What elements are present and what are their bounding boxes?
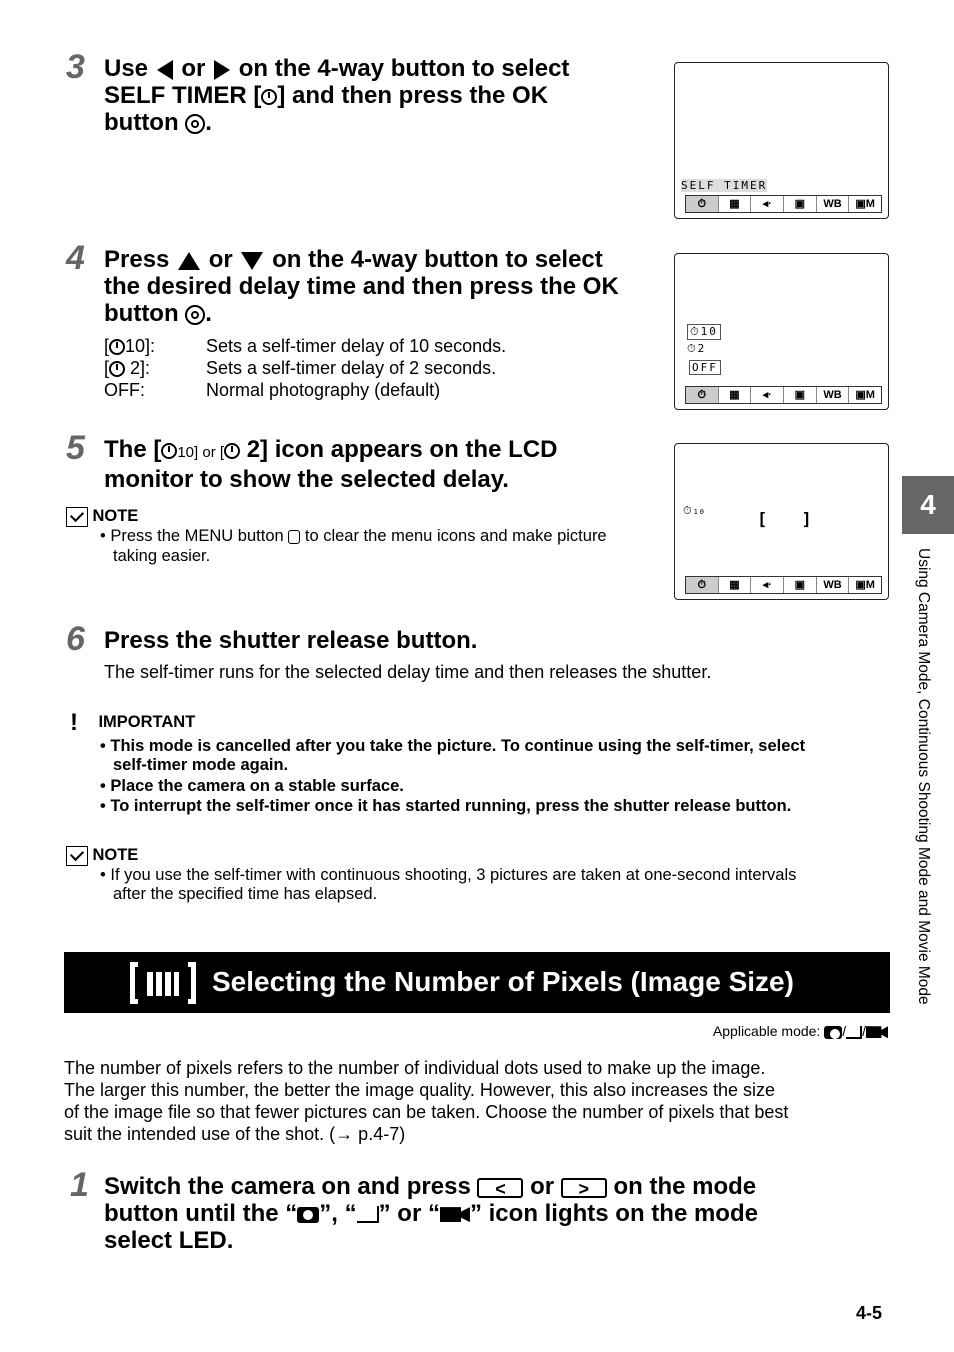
lcd-menu-bar xyxy=(685,576,882,594)
continuous-shooting-icon xyxy=(357,1206,379,1223)
chapter-side-text: Using Camera Mode, Continuous Shooting Mode and Movie Mode xyxy=(915,548,932,1005)
self-timer-icon xyxy=(261,89,277,105)
left-arrow-icon xyxy=(157,60,173,80)
lcd-bar-item: ⏱ xyxy=(686,577,718,593)
movie-icon xyxy=(866,1026,888,1038)
step-3-number: 3 xyxy=(66,48,85,86)
step-1-number: 1 xyxy=(70,1166,89,1204)
lcd-bar-item: WB xyxy=(816,196,849,212)
self-timer-icon xyxy=(109,361,125,377)
step-6-body: The self-timer runs for the selected delay time and then releases the shutter. xyxy=(104,662,712,682)
self-timer-icon xyxy=(161,443,177,459)
important-item: • To interrupt the self-timer once it has started running, press the shutter release button. xyxy=(100,797,792,815)
intro-line: The number of pixels refers to the number of individual dots used to make up the image. xyxy=(64,1058,766,1078)
note-1 xyxy=(66,507,666,527)
down-arrow-icon xyxy=(241,252,263,270)
chapter-tab: 4 xyxy=(902,476,954,534)
step-3-heading: Use or on the 4-way button to select SELF TIMER [ ] and then press the OK button . xyxy=(104,55,570,136)
lcd-bar-item: ◂· xyxy=(750,387,783,403)
ok-button-icon xyxy=(185,114,205,134)
important-item: • This mode is cancelled after you take the picture. To continue using the self-timer, select xyxy=(100,737,806,755)
movie-icon xyxy=(440,1207,470,1222)
lcd-bar-item: ⏱ xyxy=(686,196,718,212)
image-size-icon xyxy=(130,962,196,1004)
important-item: self-timer mode again. xyxy=(113,756,289,774)
note-icon xyxy=(66,846,88,866)
step-5-heading: The [ 10] or [ 2] icon appears on the LCD monitor to show the selected delay. xyxy=(104,436,558,493)
exclamation-icon: ! xyxy=(70,709,78,736)
intro-line: suit the intended use of the shot. (→ p.4-7) xyxy=(64,1124,406,1144)
step-4-options xyxy=(104,335,664,401)
continuous-shooting-icon xyxy=(846,1026,862,1039)
menu-button-icon xyxy=(288,530,300,544)
section-title: Selecting the Number of Pixels (Image Size) xyxy=(212,966,794,997)
lcd-bar-item: ▣ xyxy=(783,577,816,593)
lcd-bar-item: ◂· xyxy=(750,577,783,593)
lcd-timer-indicator: ⏱10 xyxy=(683,504,707,517)
lcd-screen-delay-options xyxy=(674,253,889,410)
step-4-number: 4 xyxy=(66,239,85,277)
step-1-heading: Switch the camera on and press < or > on the mode button until the “ ”, “ ” or “ ” icon lights on the mode select LED. xyxy=(104,1173,758,1254)
lcd-bar-item: ▣M xyxy=(848,387,881,403)
intro-paragraph xyxy=(64,1057,894,1145)
lcd-bar-item: ◂· xyxy=(750,196,783,212)
lcd-menu-bar xyxy=(685,386,882,404)
self-timer-icon xyxy=(109,339,125,355)
camera-icon xyxy=(297,1207,319,1223)
lcd-screen-self-timer xyxy=(674,62,889,219)
note-label: NOTE xyxy=(92,507,139,526)
right-key-icon: > xyxy=(561,1178,607,1198)
lcd-option-off: OFF xyxy=(689,360,721,375)
ok-button-icon xyxy=(185,305,205,325)
self-timer-icon xyxy=(224,443,240,459)
lcd-self-timer-label: SELF TIMER xyxy=(681,179,768,192)
lcd-bar-item: WB xyxy=(816,577,849,593)
lcd-bar-item: ▣ xyxy=(783,196,816,212)
lcd-bar-item: ▦ xyxy=(718,196,751,212)
lcd-menu-bar xyxy=(685,195,882,213)
lcd-option-2: ⏱2 xyxy=(687,342,707,355)
page-number: 4-5 xyxy=(856,1303,883,1323)
lcd-bar-item: ⏱ xyxy=(686,387,718,403)
step-4-heading: Press or on the 4-way button to select the desired delay time and then press the OK button . xyxy=(104,246,619,327)
intro-line: The larger this number, the better the image quality. However, this also increases the size xyxy=(64,1080,776,1100)
lcd-focus-bracket: [ ] xyxy=(757,510,824,530)
lcd-screen-shooting xyxy=(674,443,889,600)
note-icon xyxy=(66,507,88,527)
option-off: OFF: Normal photography (default) xyxy=(104,380,441,400)
intro-line: of the image file so that fewer pictures can be taken. Choose the number of pixels that best xyxy=(64,1102,789,1122)
option-2s: [ 2]: Sets a self-timer delay of 2 seconds. xyxy=(104,358,497,378)
note-2 xyxy=(66,846,138,866)
step-6-heading: Press the shutter release button. xyxy=(104,627,478,654)
lcd-bar-item: WB xyxy=(816,387,849,403)
up-arrow-icon xyxy=(178,252,200,270)
important-label: IMPORTANT xyxy=(98,713,196,732)
lcd-bar-item: ▦ xyxy=(718,387,751,403)
lcd-bar-item: ▦ xyxy=(718,577,751,593)
lcd-option-10: ⏱10 xyxy=(687,324,721,340)
note-2-line: • If you use the self-timer with continuous shooting, 3 pictures are taken at one-second intervals xyxy=(100,866,797,884)
lcd-bar-item: ▣M xyxy=(848,577,881,593)
section-banner xyxy=(64,952,890,1013)
step-5-number: 5 xyxy=(66,429,85,467)
note-label: NOTE xyxy=(92,846,139,865)
applicable-mode: Applicable mode: / / xyxy=(713,1022,888,1040)
lcd-bar-item: ▣M xyxy=(848,196,881,212)
note-1-text: • Press the MENU button to clear the menu icons and make picture taking easier. xyxy=(100,527,607,565)
important-item: • Place the camera on a stable surface. xyxy=(100,777,404,795)
option-10s: [ 10]: Sets a self-timer delay of 10 seconds. xyxy=(104,336,507,356)
left-key-icon: < xyxy=(477,1178,523,1198)
camera-icon xyxy=(824,1026,842,1039)
step-6-number: 6 xyxy=(66,620,85,658)
lcd-bar-item: ▣ xyxy=(783,387,816,403)
note-2-line: after the specified time has elapsed. xyxy=(113,885,378,903)
important-header xyxy=(70,709,195,737)
right-arrow-icon xyxy=(214,60,230,80)
